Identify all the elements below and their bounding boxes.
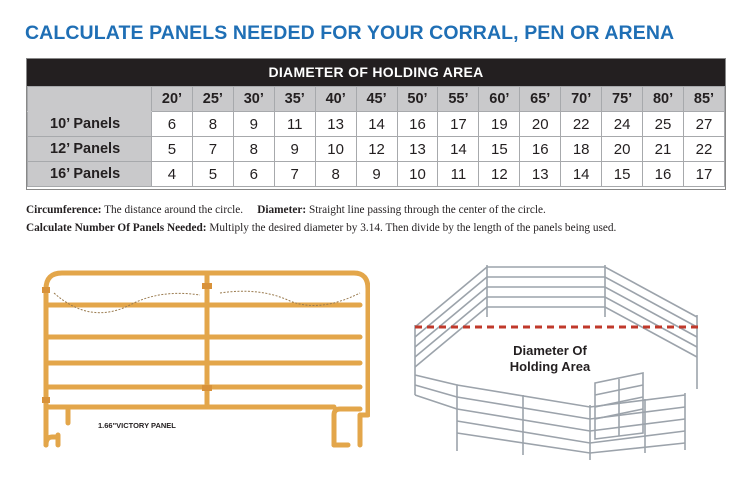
- victory-panel-image: [30, 265, 370, 450]
- diameter-header-cell: 35’: [274, 87, 315, 112]
- panel-count-cell: 10: [315, 137, 356, 162]
- panel-count-cell: 13: [397, 137, 438, 162]
- diameter-label-line-1: Diameter Of: [513, 343, 587, 358]
- panel-count-cell: 24: [602, 112, 643, 137]
- panels-grid: [27, 86, 725, 187]
- panel-count-cell: 11: [438, 162, 479, 187]
- panel-count-cell: 15: [602, 162, 643, 187]
- panel-count-cell: 13: [315, 112, 356, 137]
- diameter-label: [495, 343, 605, 375]
- calculate-definition: Multiply the desired diameter by 3.14. Then divide by the length of the panels being used.: [206, 222, 617, 234]
- panel-count-cell: 6: [233, 162, 274, 187]
- table-row: [28, 162, 725, 187]
- diameter-header-cell: 85’: [683, 87, 724, 112]
- panel-count-cell: 14: [356, 112, 397, 137]
- diameter-term: Diameter:: [257, 204, 307, 216]
- panel-count-cell: 13: [520, 162, 561, 187]
- table-header: DIAMETER OF HOLDING AREA: [27, 59, 725, 86]
- panel-count-cell: 7: [192, 137, 233, 162]
- panel-count-cell: 17: [683, 162, 724, 187]
- panel-count-cell: 4: [152, 162, 193, 187]
- page-title: CALCULATE PANELS NEEDED FOR YOUR CORRAL, PEN OR ARENA: [25, 22, 675, 44]
- panel-count-cell: 16: [397, 112, 438, 137]
- panel-size-label: 12’ Panels: [28, 137, 152, 162]
- panel-count-cell: 21: [643, 137, 684, 162]
- diameter-definition: Straight line passing through the center of the circle.: [306, 204, 546, 216]
- diameter-header-cell: 70’: [561, 87, 602, 112]
- panel-count-cell: 5: [152, 137, 193, 162]
- panel-size-label: 10’ Panels: [28, 112, 152, 137]
- diameter-header-cell: 40’: [315, 87, 356, 112]
- panel-count-cell: 14: [438, 137, 479, 162]
- diameter-header-cell: 75’: [602, 87, 643, 112]
- panel-count-cell: 18: [561, 137, 602, 162]
- panel-count-cell: 27: [683, 112, 724, 137]
- panel-count-cell: 22: [561, 112, 602, 137]
- diameter-header-cell: 50’: [397, 87, 438, 112]
- diameter-header-cell: 65’: [520, 87, 561, 112]
- panel-count-cell: 5: [192, 162, 233, 187]
- diameter-header-cell: 20’: [152, 87, 193, 112]
- diameter-header-cell: 55’: [438, 87, 479, 112]
- diameter-row: [28, 87, 725, 112]
- panel-count-cell: 9: [274, 137, 315, 162]
- panel-count-cell: 17: [438, 112, 479, 137]
- panel-count-cell: 8: [233, 137, 274, 162]
- panel-count-cell: 14: [561, 162, 602, 187]
- definitions-line-2: [26, 219, 741, 237]
- definitions: [26, 201, 741, 237]
- panel-size-label: 16’ Panels: [28, 162, 152, 187]
- panel-count-cell: 22: [683, 137, 724, 162]
- table-row: [28, 137, 725, 162]
- panel-count-cell: 11: [274, 112, 315, 137]
- circumference-definition: The distance around the circle.: [101, 204, 244, 216]
- panel-count-cell: 8: [192, 112, 233, 137]
- panel-count-cell: 7: [274, 162, 315, 187]
- panel-count-cell: 16: [520, 137, 561, 162]
- table-row: [28, 112, 725, 137]
- panel-count-cell: 12: [356, 137, 397, 162]
- grid-body: [28, 112, 725, 187]
- panel-count-cell: 12: [479, 162, 520, 187]
- panel-count-cell: 20: [602, 137, 643, 162]
- panel-count-cell: 16: [643, 162, 684, 187]
- diameter-header-cell: 45’: [356, 87, 397, 112]
- panel-count-cell: 10: [397, 162, 438, 187]
- panels-table: [26, 58, 726, 190]
- definitions-line-1: [26, 201, 741, 219]
- panel-caption: 1.66"VICTORY PANEL: [98, 421, 176, 430]
- panel-count-cell: 15: [479, 137, 520, 162]
- panel-count-cell: 8: [315, 162, 356, 187]
- panel-count-cell: 20: [520, 112, 561, 137]
- diameter-header-cell: 25’: [192, 87, 233, 112]
- table-corner: [28, 87, 152, 112]
- diameter-label-line-2: Holding Area: [509, 359, 591, 374]
- panel-count-cell: 25: [643, 112, 684, 137]
- panel-count-cell: 19: [479, 112, 520, 137]
- diameter-header-cell: 80’: [643, 87, 684, 112]
- calculate-term: Calculate Number Of Panels Needed:: [26, 222, 207, 234]
- panel-count-cell: 9: [356, 162, 397, 187]
- diameter-header-cell: 60’: [479, 87, 520, 112]
- panel-count-cell: 9: [233, 112, 274, 137]
- panel-count-cell: 6: [152, 112, 193, 137]
- diameter-header-cell: 30’: [233, 87, 274, 112]
- circumference-term: Circumference:: [26, 204, 102, 216]
